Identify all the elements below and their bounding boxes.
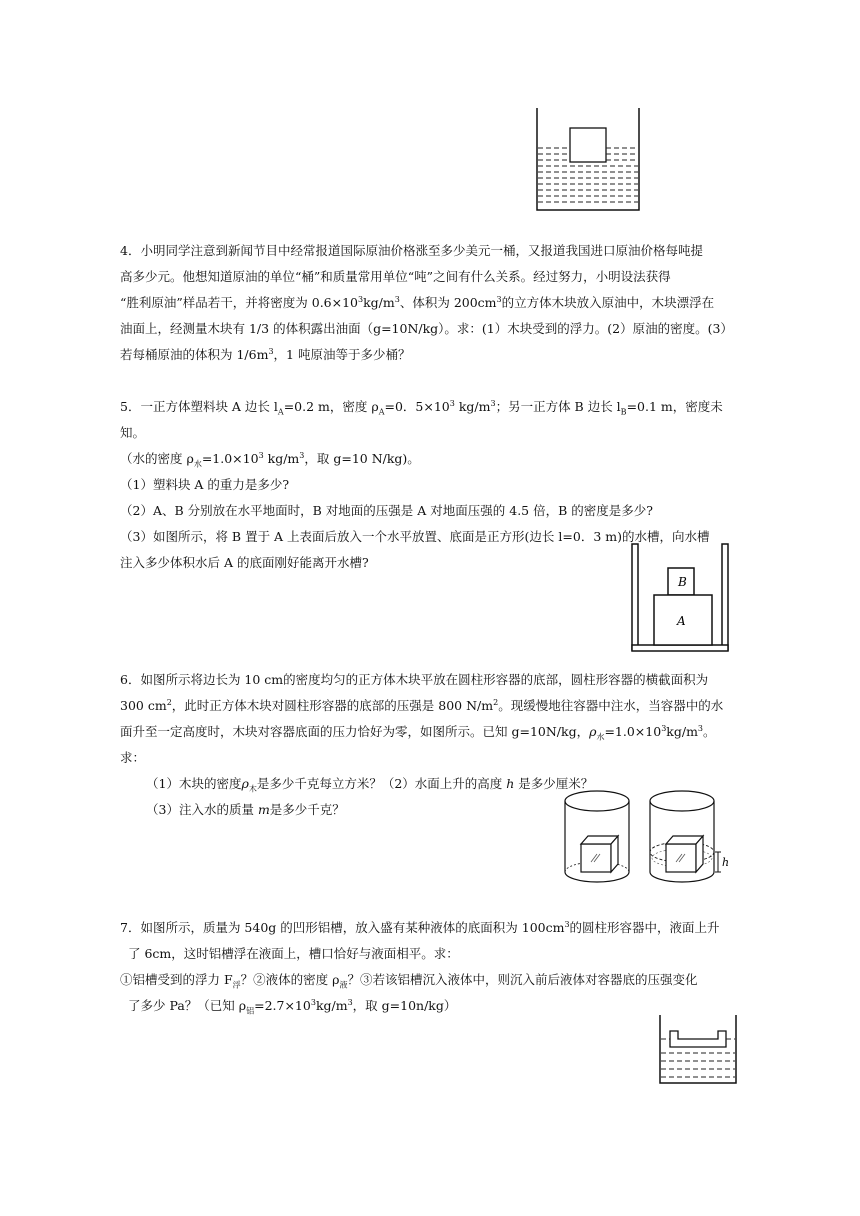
trough (670, 1031, 726, 1047)
question-6: 6．如图所示将边长为 10 cm的密度均匀的正方体木块平放在圆柱形容器的底部，圆柱形容器的横截面积为 300 $cm^2$，此时正方体木块对圆柱形容器的底部的压强是 800 $N/m^2$。现缓慢地往容器中注水，当容器中的水 面升至一定高度时，木块对容器底面的压力恰好为零，如图所示。已知 g=10N/kg，$\rho_水=1.0\times 10^3kg/m^3$。求： （1）木块的密度$\rho_木$是多少千克每立方米？（2）水面上升的高度 h 是多少厘米？ （3）注入水的质量 m是多少千克？ (120, 672, 724, 817)
block-right (666, 844, 696, 872)
figure-aluminum-trough (656, 1013, 740, 1087)
question-5: 5．一正方体塑料块 A 边长 $l_A=0.2$ m，密度 $\rho_A=0$．$5\times 10^3$ $kg/m^3$；另一正方体 B 边长 $l_B=0.1$ m，密度未知。 （水的密度 $\rho_水=1.0\times 10^3$ $kg/m^3$，取 g=10 N/kg)。 （1）塑料块 A 的重力是多少? （2）A、B 分别放在水平地面时，B 对地面的压强是 A 对地面压强的 4.5 倍，B 的密度是多少? （3）如图所示，将 B 置于 A 上表面后放入一个水平放置、底面是正方形(边长 l=0．3 m)的水槽，向水槽 注入多少体积水后 A 的底面刚好能离开水槽? (120, 398, 723, 570)
wood-block (570, 128, 606, 162)
figure-stacked-cubes (628, 542, 732, 654)
question-7: 7．如图所示，质量为 540g 的凹形铝槽，放入盛有某种液体的底面积为 $100cm^3$的圆柱形容器中，液面上升 了 6cm，这时铝槽浮在液面上，槽口恰好与液面相平。求： ①铝槽受到的浮力 $F_浮$？②液体的密度 $\rho_液$？③若该铝槽沉入液体中，则沉入前后液体对容器底的压强变化 了多少 Pa？（已知 $\rho_铝=2.7\times 10^3kg/m^3$，取 g=10n/kg） (120, 919, 720, 1016)
label-b: B (678, 575, 687, 589)
label-h: h (722, 856, 730, 869)
block-left (581, 844, 611, 872)
label-a: A (677, 614, 686, 628)
figure-floating-block (534, 106, 644, 214)
figure-cylinders (560, 788, 740, 884)
question-4: 4．小明同学注意到新闻节目中经常报道国际原油价格涨至多少美元一桶，又报道我国进口原油价格每吨提 高多少元。他想知道原油的单位“桶”和质量常用单位“吨”之间有什么关系。经过努力，小明设法获得 “胜利原油”样品若干，并将密度为 $0.6\times 10^3kg/m^3$、体积为 $200cm^3$的立方体木块放入原油中，木块漂浮在 油面上，经测量木块有 1/3 的体积露出油面（g=10N/kg）。求：(1）木块受到的浮力。(2）原油的密度。(3） 若每桶原油的体积为 $1/6m^3$，1 吨原油等于多少桶？ (120, 243, 733, 362)
